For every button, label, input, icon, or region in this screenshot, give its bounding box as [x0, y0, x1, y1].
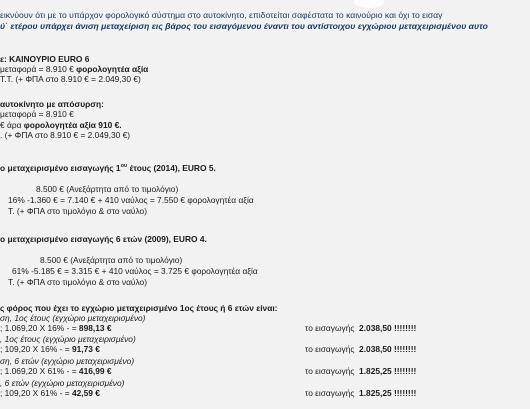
- used6-calc: 61% -5.185 € = 3.315 € + 410 ναύλος = 3.725 € φορολογητέα αξία: [12, 266, 258, 276]
- comparison-heading: ς φόρος που έχει το εγχώριο μεταχειρισμένο 1ος έτους ή 6 ετών είναι:: [0, 303, 278, 313]
- new-car-heading: ε: ΚΑΙΝΟΥΡΙΟ EURO 6: [0, 54, 90, 64]
- used6-tt: Τ. (+ ΦΠΑ στο τιμολόγιο & στο ναύλο): [8, 277, 147, 287]
- new-car-taxable-label: φορολογητέα αξία: [76, 64, 149, 74]
- comparison-row-label: ση, 1ος έτους (εγχώριο μεταχειρισμένο): [0, 313, 146, 323]
- withdrawal-heading: αυτοκίνητο με απόσυρση:: [0, 99, 104, 109]
- used1-heading: ο μεταχειρισμένο εισαγωγής $1^{o\upsilon}$ έτους (2014), EURO 5.: [0, 163, 216, 173]
- used1-price: 8.500 € (Ανεξάρτητα από το τιμολόγιο): [36, 184, 179, 194]
- withdrawal-vat: . (+ ΦΠΑ στο 8.910 € = 2.049,30 €): [0, 130, 131, 140]
- used6-heading: ο μεταχειρισμένο εισαγωγής 6 ετών (2009), EURO 4.: [0, 234, 207, 244]
- used1-calc: 16% -1.360 € = 7.140 € + 410 ναύλος = 7.550 € φορολογητέα αξία: [8, 195, 254, 205]
- intro-line-2: ύ΄ ετέρου υπάρχει άνιση μεταχείριση εις βάρος του εισαγόμενου έναντι του αντίστοιχου εγχώριου μεταχειρισμένου αυτο: [0, 21, 488, 31]
- comparison-row-calc: ; 109,20 Χ 16% - = 91,73 €: [0, 344, 100, 354]
- new-car-transport: μεταφορά = 8.910 € φορολογητέα αξία: [0, 64, 149, 74]
- comparison-row-import: το εισαγωγής 2.038,50 !!!!!!!!: [305, 323, 417, 333]
- comparison-row-calc: ; 109,20 Χ 61% - = 42,59 €: [0, 388, 100, 398]
- withdrawal-transport: μεταφορά = 8.910 €: [0, 109, 74, 119]
- comparison-row-label: , 1ος έτους (εγχώριο μεταχειρισμένο): [0, 334, 136, 344]
- new-car-tt: Τ.Τ. (+ ΦΠΑ στο 8.910 € = 2.049,30 €): [0, 74, 141, 84]
- used6-price: 8.500 € (Ανεξάρτητα από το τιμολόγιο): [40, 255, 183, 265]
- comparison-row-calc: ; 1.069,20 Χ 61% - = 416,99 €: [0, 366, 112, 376]
- comparison-row-import: το εισαγωγής 1.825,25 !!!!!!!!: [305, 366, 417, 376]
- used1-tt: Τ. (+ ΦΠΑ στο τιμολόγιο & στο ναύλο): [8, 206, 147, 216]
- comparison-row-calc: ; 1.069,20 Χ 16% - = 898,13 €: [0, 323, 112, 333]
- withdrawal-taxable: € άρα φορολογητέα αξία 910 €.: [0, 120, 122, 130]
- comparison-row-label: ση, 6 ετών (εγχώριο μεταχειρισμένο): [0, 356, 135, 366]
- intro-line-1: εικνύουν ότι με το υπάρχον φορολογικό σύστημα στο αυτοκίνητο, επιδοτείται σαφέστατα το καινούριο και όχι το εισαγ: [0, 10, 443, 20]
- comparison-row-label: , 6 ετών (εγχώριο μεταχειρισμένο): [0, 378, 125, 388]
- decorative-blob: [354, 0, 384, 8]
- comparison-row-import: το εισαγωγής 2.038,50 !!!!!!!!: [305, 344, 417, 354]
- comparison-row-import: το εισαγωγής 1.825,25 !!!!!!!!: [305, 388, 417, 398]
